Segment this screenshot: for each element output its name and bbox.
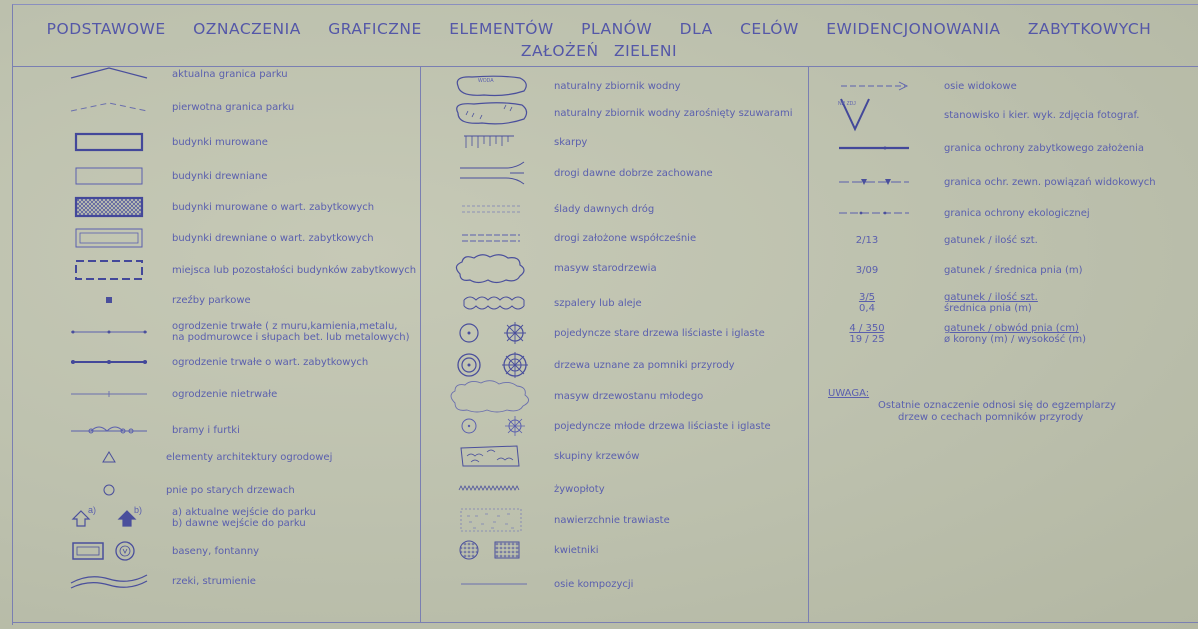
legend-label: masyw drzewostanu młodego	[554, 390, 704, 402]
gate-icon	[64, 416, 154, 444]
legend-label: gatunek / średnica pnia (m)	[944, 264, 1083, 276]
legend-row	[14, 567, 420, 595]
legend-label: budynki drewniane	[172, 170, 268, 182]
legend-row	[440, 412, 800, 440]
legend-label: ślady dawnych dróg	[554, 203, 655, 215]
water-body-icon	[440, 72, 540, 100]
legend-row	[820, 101, 1190, 129]
legend-label: stanowisko i kier. wyk. zdjęcia fotograf.	[944, 109, 1140, 121]
brick-building-icon	[64, 128, 154, 156]
legend-label: żywopłoty	[554, 483, 605, 495]
legend-label-two-line	[944, 289, 1038, 317]
legend-label: gatunek / ilość szt.	[944, 234, 1038, 246]
legend-label: granica ochrony ekologicznej	[944, 207, 1090, 219]
old-tree-icon	[440, 319, 540, 347]
legend-row	[440, 224, 800, 252]
legend-label: skarpy	[554, 136, 588, 148]
legend-bottom-rule	[12, 622, 1198, 623]
legend-row	[440, 195, 800, 223]
legend-row	[14, 537, 420, 565]
legend-label: a) aktualne wejście do parku	[172, 507, 316, 518]
note-heading: UWAGA:	[828, 388, 870, 399]
legend-label: osie widokowe	[944, 80, 1017, 92]
old-tree-mass-icon	[440, 254, 540, 282]
legend-label: drogi dawne dobrze zachowane	[554, 167, 713, 179]
ecological-boundary-icon	[820, 199, 920, 227]
legend-row	[820, 256, 1190, 284]
legend-label: miejsca lub pozostałości budynków zabytkowych	[172, 264, 417, 276]
code-denominator: 19 / 25	[849, 334, 885, 345]
young-tree-mass-icon	[440, 382, 540, 410]
legend-row	[440, 382, 800, 410]
permanent-fence-icon	[64, 318, 154, 346]
legend-row	[14, 318, 420, 346]
legend-row	[14, 256, 420, 284]
legend-row	[440, 159, 800, 187]
legend-label: bramy i furtki	[172, 424, 240, 436]
legend-row	[14, 380, 420, 408]
photo-tag: NR ZDJ	[838, 101, 856, 107]
current-boundary-icon	[64, 60, 154, 88]
modern-road-icon	[440, 224, 540, 252]
legend-row	[14, 128, 420, 156]
legend-row	[820, 72, 1190, 100]
legend-label: nawierzchnie trawiaste	[554, 514, 670, 526]
legend-label: szpalery lub aleje	[554, 297, 642, 309]
legend-label: masyw starodrzewia	[554, 262, 657, 274]
legend-label: granica ochr. zewn. powiązań widokowych	[944, 176, 1156, 188]
legend-row	[14, 60, 420, 88]
code-denominator: 0,4	[859, 303, 875, 314]
note-line-2: drzew o cechach pomników przyrody	[898, 412, 1084, 423]
legend-row	[820, 168, 1190, 196]
legend-row	[14, 286, 420, 314]
former-entrance-icon	[112, 504, 142, 532]
legend-row	[440, 570, 800, 598]
water-tag: WODA	[478, 78, 494, 84]
legend-row	[820, 199, 1190, 227]
young-tree-icon	[440, 412, 540, 440]
legend-label: kwietniki	[554, 544, 599, 556]
legend-label: gatunek / obwód pnia (cm)	[944, 323, 1079, 334]
page-title	[0, 18, 1198, 62]
legend-label-line-2: ø korony (m) / wysokość (m)	[944, 334, 1086, 345]
legend-label: pojedyncze stare drzewa liściaste i iglaste	[554, 327, 765, 339]
alley-icon	[440, 289, 540, 317]
legend-label: baseny, fontanny	[172, 545, 260, 557]
legend-label-line-2: średnica pnia (m)	[944, 303, 1032, 314]
legend-label: naturalny zbiornik wodny zarośnięty szuwarami	[554, 107, 793, 119]
legend-label: budynki drewniane o wart. zabytkowych	[172, 232, 374, 244]
note-block	[828, 388, 1116, 424]
hedge-icon	[440, 475, 540, 503]
river-icon	[64, 567, 154, 595]
legend-label: gatunek / ilość szt.	[944, 292, 1038, 303]
legend-label: ogrodzenie trwałe ( z muru,kamienia,metalu,	[172, 321, 398, 332]
legend-row	[440, 475, 800, 503]
legend-row	[440, 254, 800, 282]
legend-row	[14, 93, 420, 121]
legend-row	[440, 289, 800, 317]
legend-label-two-line	[172, 504, 316, 532]
legend-row	[820, 320, 1190, 348]
code-fraction	[822, 289, 912, 317]
historic-brick-building-icon	[64, 193, 154, 221]
shrub-group-icon	[440, 442, 540, 470]
legend-label: ogrodzenie nietrwałe	[172, 388, 278, 400]
legend-label: aktualna granica parku	[172, 68, 288, 80]
wooden-building-icon	[64, 162, 154, 190]
monument-tree-icon	[440, 351, 540, 379]
legend-row	[440, 351, 800, 379]
historic-fence-icon	[64, 348, 154, 376]
code-numerator: 3/5	[858, 292, 876, 303]
legend-label: drogi założone współcześnie	[554, 232, 697, 244]
legend-label-line-2: b) dawne wejście do parku	[172, 518, 306, 529]
legend-row	[14, 162, 420, 190]
column-divider-1	[420, 66, 421, 622]
legend-row	[14, 476, 420, 504]
legend-label: pojedyncze młode drzewa liściaste i iglaste	[554, 420, 771, 432]
composition-axis-icon	[440, 570, 540, 598]
current-entrance-icon	[66, 504, 96, 532]
legend-row	[820, 289, 1190, 317]
legend-label: pnie po starych drzewach	[166, 484, 295, 496]
title-line-2: ZAŁOŻEŃ ZIELENI	[520, 42, 678, 60]
title-line-1: PODSTAWOWE OZNACZENIA GRAFICZNE ELEMENTÓW PLANÓW DLA CELÓW EWIDENCJONOWANIA ZABYTKOWYCH	[46, 20, 1152, 38]
legend-row	[440, 506, 800, 534]
tree-stump-icon	[64, 476, 154, 504]
legend-row	[440, 99, 800, 127]
historic-wooden-building-icon	[64, 224, 154, 252]
code-value: 3/09	[855, 264, 879, 276]
legend-row	[14, 504, 420, 532]
legend-row	[820, 134, 1190, 162]
legend-label: elementy architektury ogrodowej	[166, 451, 333, 463]
view-axis-icon	[820, 72, 920, 100]
legend-label: drzewa uznane za pomniki przyrody	[554, 359, 735, 371]
legend-label-two-line	[944, 320, 1086, 348]
legend-label: osie kompozycji	[554, 578, 634, 590]
legend-row	[440, 536, 800, 564]
tag-a: a)	[88, 505, 97, 515]
legend-row	[14, 193, 420, 221]
code-fraction	[822, 320, 912, 348]
legend-row	[14, 443, 420, 471]
legend-label: ogrodzenie trwałe o wart. zabytkowych	[172, 356, 369, 368]
legend-label: rzeki, strumienie	[172, 575, 256, 587]
old-road-icon	[440, 159, 540, 187]
legend-row	[440, 442, 800, 470]
sculpture-icon	[64, 286, 154, 314]
road-traces-icon	[440, 195, 540, 223]
legend-label: granica ochrony zabytkowego założenia	[944, 142, 1144, 154]
legend-row	[14, 348, 420, 376]
legend-label: naturalny zbiornik wodny	[554, 80, 681, 92]
building-remains-icon	[64, 256, 154, 284]
legend-label-line-2: na podmurowce i słupach bet. lub metalowych)	[172, 332, 410, 343]
legend-label: skupiny krzewów	[554, 450, 640, 462]
grass-surface-icon	[440, 506, 540, 534]
legend-row	[14, 416, 420, 444]
tag-b: b)	[134, 505, 143, 515]
photo-position-icon	[820, 101, 890, 129]
temporary-fence-icon	[64, 380, 154, 408]
legend-row	[14, 224, 420, 252]
overgrown-water-icon	[440, 99, 540, 127]
protection-boundary-icon	[820, 134, 920, 162]
legend-row	[440, 319, 800, 347]
legend-label: budynki murowane	[172, 136, 268, 148]
column-divider-2	[808, 66, 809, 622]
code-value: 2/13	[855, 234, 879, 246]
pool-fountain-icon	[64, 537, 154, 565]
legend-row	[820, 226, 1190, 254]
slope-icon	[440, 128, 540, 156]
legend-row	[440, 128, 800, 156]
garden-architecture-icon	[64, 443, 154, 471]
legend-row	[440, 72, 800, 100]
legend-label: pierwotna granica parku	[172, 101, 295, 113]
code-numerator: 4 / 350	[849, 323, 885, 334]
original-boundary-icon	[64, 93, 154, 121]
legend-label: budynki murowane o wart. zabytkowych	[172, 201, 375, 213]
flowerbed-icon	[440, 536, 540, 564]
legend-label-two-line	[172, 318, 410, 346]
note-line-1: Ostatnie oznaczenie odnosi się do egzemplarzy	[878, 400, 1116, 411]
view-protection-boundary-icon	[820, 168, 920, 196]
legend-label: rzeźby parkowe	[172, 294, 251, 306]
